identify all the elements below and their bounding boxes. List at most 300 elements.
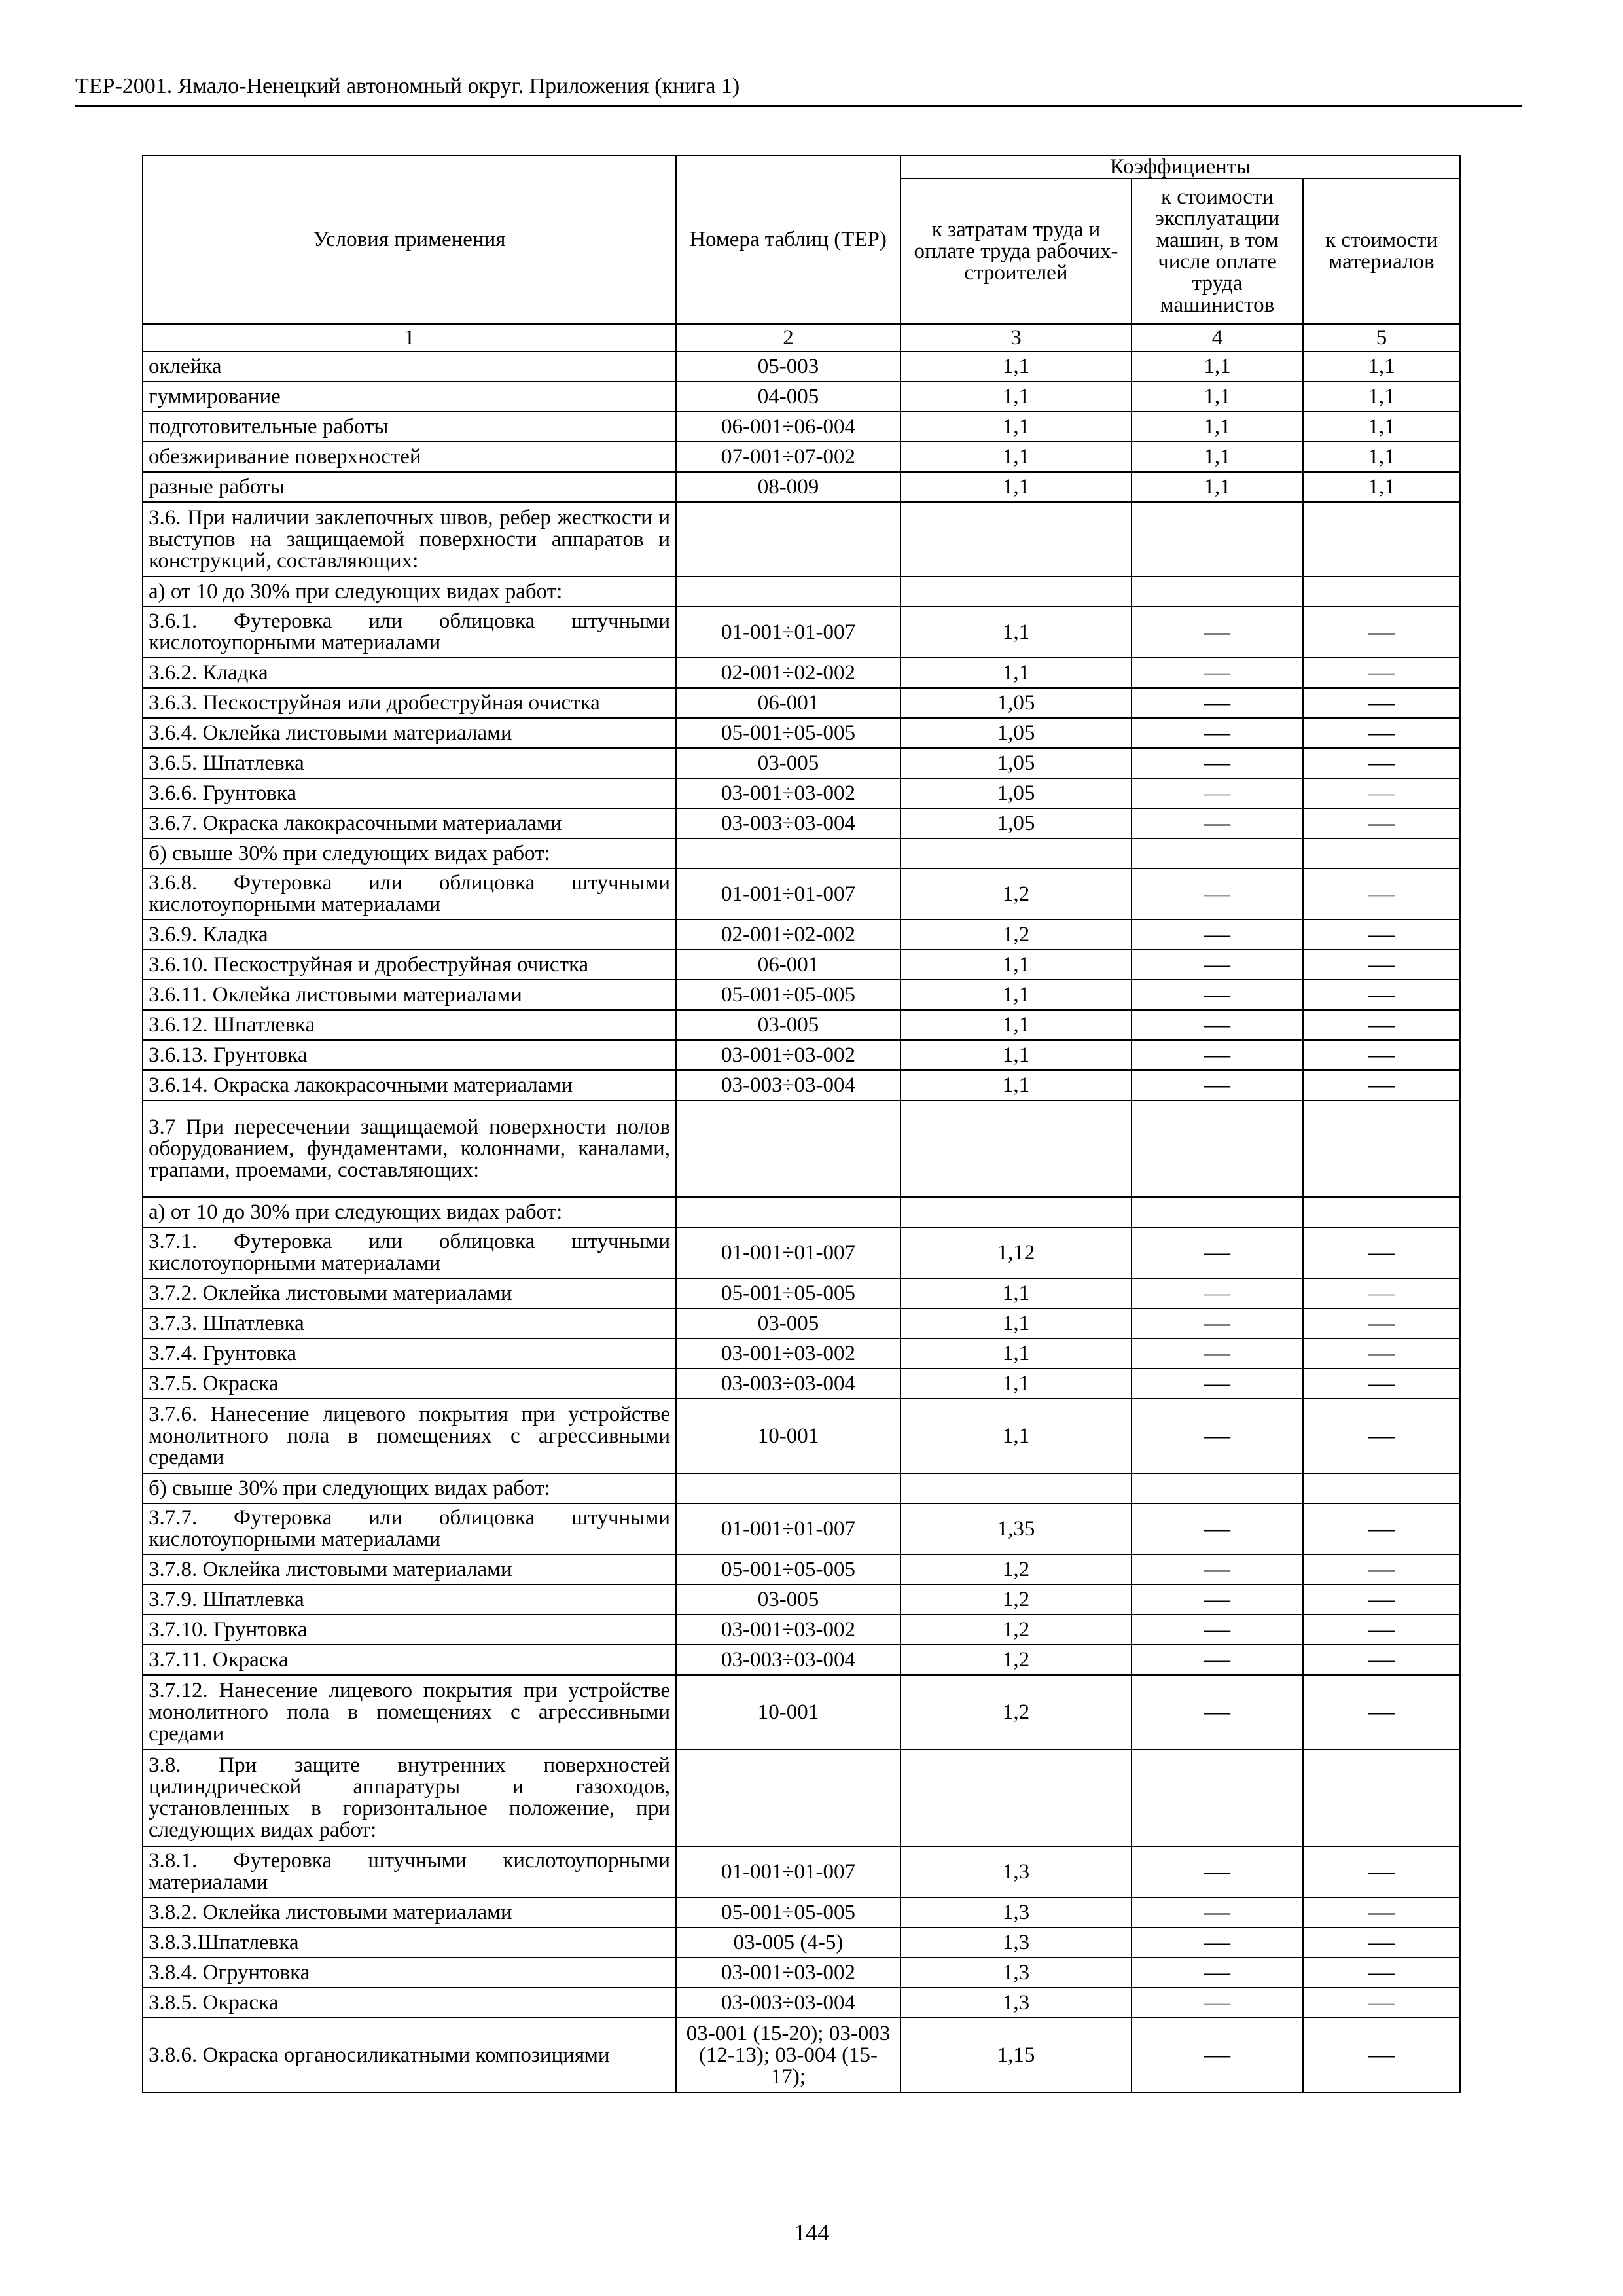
cell-condition: 3.8.2. Оклейка листовыми материалами [143, 1897, 676, 1928]
cell-table-numbers: 03-005 [676, 1585, 901, 1615]
header-materials-coefficient: к стоимости материалов [1303, 179, 1460, 324]
cell-machines [1132, 412, 1303, 442]
cell-value: — [1204, 1009, 1230, 1039]
cell-value: — [1204, 1613, 1230, 1643]
cell-value: — [1204, 878, 1230, 908]
cell-value: — [1204, 1553, 1230, 1583]
table-row [143, 1010, 1460, 1040]
table-row [143, 1928, 1460, 1958]
table-row [143, 502, 1460, 577]
cell-condition: 3.7.3. Шпатлевка [143, 1308, 676, 1338]
cell-condition: 3.7.9. Шпатлевка [143, 1585, 676, 1615]
cell-labor: 1,1 [901, 1369, 1132, 1399]
cell-condition: 3.7 При пересечении защищаемой поверхности полов оборудованием, фундаментами, колоннами, каналами, трапами, проемами, составляющих: [143, 1100, 676, 1197]
cell-table-numbers: 03-005 (4-5) [676, 1928, 901, 1958]
cell-materials [1303, 1197, 1460, 1227]
cell-materials [1303, 472, 1460, 502]
cell-condition: 3.6.12. Шпатлевка [143, 1010, 676, 1040]
cell-value: — [1204, 978, 1230, 1009]
cell-machines [1132, 1958, 1303, 1988]
cell-condition: а) от 10 до 30% при следующих видах работ: [143, 577, 676, 607]
cell-value: — [1204, 777, 1230, 807]
cell-materials [1303, 1040, 1460, 1070]
cell-materials [1303, 442, 1460, 472]
cell-value: — [1368, 807, 1395, 837]
cell-machines [1132, 1554, 1303, 1585]
cell-materials [1303, 920, 1460, 950]
cell-value: — [1368, 878, 1395, 908]
cell-condition: 3.7.4. Грунтовка [143, 1338, 676, 1369]
cell-condition: 3.7.7. Футеровка или облицовка штучными кислотоупорными материалами [143, 1503, 676, 1554]
cell-value: — [1204, 807, 1230, 837]
cell-labor: 1,2 [901, 1554, 1132, 1585]
cell-materials [1303, 1369, 1460, 1399]
cell-table-numbers: 03-001÷03-002 [676, 1958, 901, 1988]
cell-table-numbers [676, 838, 901, 869]
cell-machines [1132, 1369, 1303, 1399]
cell-materials [1303, 1399, 1460, 1473]
cell-value: 1,1 [1204, 444, 1231, 469]
cell-table-numbers: 01-001÷01-007 [676, 607, 901, 658]
cell-table-numbers: 06-001 [676, 950, 901, 980]
cell-condition: обезжиривание поверхностей [143, 442, 676, 472]
cell-condition: 3.8. При защите внутренних поверхностей цилиндрической аппаратуры и газоходов, установленных в горизонтальное положение, при следующих видах работ: [143, 1749, 676, 1846]
cell-value: — [1204, 1643, 1230, 1674]
table-row [143, 748, 1460, 778]
cell-machines [1132, 1675, 1303, 1749]
cell-table-numbers: 07-001÷07-002 [676, 442, 901, 472]
cell-condition: 3.8.6. Окраска органосиликатными композициями [143, 2018, 676, 2092]
cell-condition: 3.7.12. Нанесение лицевого покрытия при устройстве монолитного пола в помещениях с агрессивными средами [143, 1675, 676, 1749]
cell-value: — [1368, 1009, 1395, 1039]
cell-table-numbers: 06-001÷06-004 [676, 412, 901, 442]
cell-labor: 1,3 [901, 1846, 1132, 1897]
cell-condition: 3.7.2. Оклейка листовыми материалами [143, 1278, 676, 1308]
table-row [143, 577, 1460, 607]
table-row [143, 778, 1460, 808]
cell-value: — [1368, 1420, 1395, 1450]
cell-table-numbers: 03-003÷03-004 [676, 1070, 901, 1100]
table-row [143, 412, 1460, 442]
column-number: 2 [676, 324, 901, 351]
table-row [143, 1473, 1460, 1503]
cell-labor [901, 1100, 1132, 1197]
table-row [143, 658, 1460, 688]
cell-labor: 1,2 [901, 1615, 1132, 1645]
cell-materials [1303, 382, 1460, 412]
cell-value: — [1368, 1696, 1395, 1726]
cell-condition: 3.6.7. Окраска лакокрасочными материалами [143, 808, 676, 838]
cell-labor [901, 1473, 1132, 1503]
cell-table-numbers: 01-001÷01-007 [676, 1503, 901, 1554]
cell-labor: 1,05 [901, 778, 1132, 808]
cell-table-numbers: 03-001÷03-002 [676, 1338, 901, 1369]
cell-value: — [1204, 687, 1230, 717]
cell-machines [1132, 778, 1303, 808]
cell-condition: разные работы [143, 472, 676, 502]
cell-labor: 1,3 [901, 1897, 1132, 1928]
cell-table-numbers: 06-001 [676, 688, 901, 718]
cell-labor [901, 502, 1132, 577]
cell-materials [1303, 1749, 1460, 1846]
table-row [143, 1197, 1460, 1227]
cell-machines [1132, 1308, 1303, 1338]
cell-value: — [1368, 1553, 1395, 1583]
cell-materials [1303, 1675, 1460, 1749]
table-row [143, 1645, 1460, 1675]
cell-condition: 3.6. При наличии заклепочных швов, ребер жесткости и выступов на защищаемой поверхности аппаратов и конструкций, составляющих: [143, 502, 676, 577]
cell-materials [1303, 838, 1460, 869]
cell-materials [1303, 412, 1460, 442]
column-number: 3 [901, 324, 1132, 351]
cell-table-numbers: 03-001÷03-002 [676, 778, 901, 808]
column-number: 5 [1303, 324, 1460, 351]
cell-materials [1303, 1554, 1460, 1585]
cell-materials [1303, 1308, 1460, 1338]
cell-table-numbers [676, 1749, 901, 1846]
cell-table-numbers: 05-003 [676, 351, 901, 382]
cell-value: — [1204, 1420, 1230, 1450]
table-row [143, 1308, 1460, 1338]
cell-labor [901, 1197, 1132, 1227]
cell-labor: 1,12 [901, 1227, 1132, 1278]
cell-machines [1132, 502, 1303, 577]
cell-materials [1303, 1645, 1460, 1675]
cell-value: — [1204, 1039, 1230, 1069]
cell-materials [1303, 1846, 1460, 1897]
cell-labor: 1,2 [901, 869, 1132, 920]
cell-value: — [1204, 1236, 1230, 1266]
cell-materials [1303, 1897, 1460, 1928]
cell-value: — [1368, 1513, 1395, 1543]
table-row [143, 1503, 1460, 1554]
cell-labor: 1,2 [901, 1675, 1132, 1749]
cell-materials [1303, 980, 1460, 1010]
cell-condition: 3.6.9. Кладка [143, 920, 676, 950]
table-row [143, 1227, 1460, 1278]
cell-condition: 3.8.3.Шпатлевка [143, 1928, 676, 1958]
cell-machines [1132, 718, 1303, 748]
cell-table-numbers: 05-001÷05-005 [676, 1554, 901, 1585]
cell-machines [1132, 442, 1303, 472]
cell-table-numbers [676, 1100, 901, 1197]
cell-machines [1132, 472, 1303, 502]
cell-value: 1,1 [1204, 414, 1231, 439]
cell-materials [1303, 808, 1460, 838]
table-row [143, 808, 1460, 838]
cell-table-numbers [676, 1473, 901, 1503]
cell-materials [1303, 748, 1460, 778]
table-row [143, 1958, 1460, 1988]
cell-materials [1303, 1010, 1460, 1040]
column-number: 4 [1132, 324, 1303, 351]
cell-labor: 1,1 [901, 980, 1132, 1010]
cell-machines [1132, 1070, 1303, 1100]
cell-materials [1303, 2018, 1460, 2092]
cell-labor: 1,1 [901, 351, 1132, 382]
cell-labor: 1,1 [901, 382, 1132, 412]
header-rule [75, 105, 1522, 107]
cell-condition: 3.7.5. Окраска [143, 1369, 676, 1399]
cell-condition: 3.6.4. Оклейка листовыми материалами [143, 718, 676, 748]
cell-condition: 3.7.10. Грунтовка [143, 1615, 676, 1645]
cell-materials [1303, 950, 1460, 980]
table-row [143, 950, 1460, 980]
cell-labor: 1,05 [901, 718, 1132, 748]
table-row [143, 1554, 1460, 1585]
cell-labor: 1,1 [901, 412, 1132, 442]
cell-machines [1132, 2018, 1303, 2092]
cell-condition: подготовительные работы [143, 412, 676, 442]
cell-value: — [1204, 656, 1230, 687]
cell-value: — [1204, 1583, 1230, 1613]
cell-materials [1303, 1988, 1460, 2018]
cell-value: — [1368, 1039, 1395, 1069]
cell-condition: 3.6.2. Кладка [143, 658, 676, 688]
cell-materials [1303, 577, 1460, 607]
column-number: 1 [143, 324, 676, 351]
cell-labor: 1,05 [901, 748, 1132, 778]
table-row [143, 1675, 1460, 1749]
cell-table-numbers: 05-001÷05-005 [676, 980, 901, 1010]
cell-value: — [1368, 1337, 1395, 1367]
table-row [143, 869, 1460, 920]
table-row [143, 351, 1460, 382]
cell-table-numbers [676, 577, 901, 607]
cell-labor: 1,1 [901, 472, 1132, 502]
cell-materials [1303, 718, 1460, 748]
cell-condition: б) свыше 30% при следующих видах работ: [143, 1473, 676, 1503]
cell-value: — [1368, 978, 1395, 1009]
cell-labor: 1,1 [901, 1040, 1132, 1070]
cell-value: — [1368, 717, 1395, 747]
table-row [143, 920, 1460, 950]
table-row [143, 607, 1460, 658]
cell-value: — [1368, 1643, 1395, 1674]
cell-condition: 3.7.11. Окраска [143, 1645, 676, 1675]
table-row [143, 1749, 1460, 1846]
cell-table-numbers [676, 1197, 901, 1227]
cell-value: — [1368, 1856, 1395, 1886]
cell-machines [1132, 1100, 1303, 1197]
cell-materials [1303, 1615, 1460, 1645]
cell-machines [1132, 808, 1303, 838]
table-row [143, 1897, 1460, 1928]
running-header: ТЕР-2001. Ямало-Ненецкий автономный округ. Приложения (книга 1) [75, 74, 740, 98]
table-row [143, 2018, 1460, 2092]
cell-condition: а) от 10 до 30% при следующих видах работ: [143, 1197, 676, 1227]
cell-value: — [1204, 1513, 1230, 1543]
cell-machines [1132, 1928, 1303, 1958]
cell-value: — [1368, 1277, 1395, 1307]
cell-table-numbers: 05-001÷05-005 [676, 718, 901, 748]
cell-table-numbers: 03-003÷03-004 [676, 1369, 901, 1399]
cell-labor: 1,2 [901, 920, 1132, 950]
cell-table-numbers: 02-001÷02-002 [676, 658, 901, 688]
cell-value: — [1368, 777, 1395, 807]
cell-value: — [1368, 1956, 1395, 1986]
cell-labor: 1,3 [901, 1928, 1132, 1958]
cell-value: — [1204, 918, 1230, 948]
cell-table-numbers: 03-003÷03-004 [676, 1988, 901, 2018]
cell-value: — [1204, 1069, 1230, 1099]
cell-machines [1132, 1503, 1303, 1554]
cell-materials [1303, 688, 1460, 718]
cell-labor: 1,2 [901, 1645, 1132, 1675]
table-row [143, 1040, 1460, 1070]
cell-value: — [1204, 1896, 1230, 1926]
cell-machines [1132, 577, 1303, 607]
cell-condition: 3.6.14. Окраска лакокрасочными материалами [143, 1070, 676, 1100]
cell-value: — [1368, 1613, 1395, 1643]
table-row [143, 1846, 1460, 1897]
cell-labor: 1,1 [901, 1338, 1132, 1369]
cell-value: — [1368, 1367, 1395, 1397]
cell-materials [1303, 1585, 1460, 1615]
cell-machines [1132, 748, 1303, 778]
cell-value: — [1204, 616, 1230, 646]
cell-materials [1303, 658, 1460, 688]
cell-condition: гуммирование [143, 382, 676, 412]
cell-value: — [1368, 1896, 1395, 1926]
cell-value: — [1368, 616, 1395, 646]
cell-materials [1303, 1473, 1460, 1503]
cell-labor: 1,35 [901, 1503, 1132, 1554]
table-row [143, 980, 1460, 1010]
cell-table-numbers [676, 502, 901, 577]
table-row [143, 442, 1460, 472]
header-table-numbers: Номера таблиц (ТЕР) [676, 156, 901, 324]
cell-value: — [1204, 747, 1230, 777]
cell-machines [1132, 1615, 1303, 1645]
cell-materials [1303, 869, 1460, 920]
cell-value: — [1368, 656, 1395, 687]
page-number: 144 [794, 2219, 829, 2246]
cell-machines [1132, 950, 1303, 980]
cell-value: — [1368, 1986, 1395, 2017]
cell-machines [1132, 688, 1303, 718]
cell-value: 1,1 [1368, 475, 1395, 499]
cell-condition: б) свыше 30% при следующих видах работ: [143, 838, 676, 869]
cell-machines [1132, 351, 1303, 382]
cell-labor: 1,1 [901, 1278, 1132, 1308]
cell-materials [1303, 1338, 1460, 1369]
cell-value: — [1204, 1856, 1230, 1886]
cell-value: 1,1 [1204, 354, 1231, 378]
cell-labor: 1,1 [901, 658, 1132, 688]
cell-machines [1132, 658, 1303, 688]
cell-labor [901, 1749, 1132, 1846]
cell-value: — [1368, 747, 1395, 777]
cell-labor: 1,1 [901, 950, 1132, 980]
cell-condition: 3.6.11. Оклейка листовыми материалами [143, 980, 676, 1010]
cell-table-numbers: 03-005 [676, 748, 901, 778]
table-row [143, 1100, 1460, 1197]
cell-condition: 3.6.13. Грунтовка [143, 1040, 676, 1070]
cell-labor: 1,05 [901, 808, 1132, 838]
cell-machines [1132, 1338, 1303, 1369]
cell-labor: 1,1 [901, 607, 1132, 658]
cell-value: — [1368, 687, 1395, 717]
header-labor-coefficient: к затратам труда и оплате труда рабочих-строителей [901, 179, 1132, 324]
table-row [143, 718, 1460, 748]
cell-condition: 3.6.3. Пескоструйная или дробеструйная очистка [143, 688, 676, 718]
cell-machines [1132, 1988, 1303, 2018]
cell-value: 1,1 [1368, 384, 1395, 408]
cell-labor: 1,1 [901, 1070, 1132, 1100]
cell-value: — [1368, 1307, 1395, 1337]
cell-value: — [1204, 1956, 1230, 1986]
header-conditions: Условия применения [143, 156, 676, 324]
cell-table-numbers: 05-001÷05-005 [676, 1897, 901, 1928]
cell-table-numbers: 03-001 (15-20); 03-003 (12-13); 03-004 (15-17); [676, 2018, 901, 2092]
cell-labor: 1,1 [901, 1010, 1132, 1040]
cell-condition: 3.6.8. Футеровка или облицовка штучными кислотоупорными материалами [143, 869, 676, 920]
cell-value: 1,1 [1368, 414, 1395, 439]
cell-table-numbers: 03-001÷03-002 [676, 1615, 901, 1645]
cell-value: — [1204, 2039, 1230, 2069]
cell-machines [1132, 1846, 1303, 1897]
cell-materials [1303, 1928, 1460, 1958]
cell-machines [1132, 382, 1303, 412]
cell-value: 1,1 [1368, 444, 1395, 469]
cell-materials [1303, 351, 1460, 382]
cell-machines [1132, 1645, 1303, 1675]
table-body [143, 351, 1460, 2092]
cell-condition: 3.7.1. Футеровка или облицовка штучными кислотоупорными материалами [143, 1227, 676, 1278]
cell-machines [1132, 869, 1303, 920]
cell-condition: 3.7.8. Оклейка листовыми материалами [143, 1554, 676, 1585]
cell-machines [1132, 1040, 1303, 1070]
cell-machines [1132, 607, 1303, 658]
cell-value: — [1368, 948, 1395, 978]
cell-value: — [1368, 2039, 1395, 2069]
cell-machines [1132, 1399, 1303, 1473]
cell-machines [1132, 1897, 1303, 1928]
table-row [143, 688, 1460, 718]
cell-table-numbers: 01-001÷01-007 [676, 1846, 901, 1897]
cell-machines [1132, 980, 1303, 1010]
cell-labor: 1,2 [901, 1585, 1132, 1615]
cell-machines [1132, 1278, 1303, 1308]
table-row [143, 1585, 1460, 1615]
cell-table-numbers: 01-001÷01-007 [676, 869, 901, 920]
cell-machines [1132, 1197, 1303, 1227]
cell-value: — [1368, 1236, 1395, 1266]
cell-labor: 1,3 [901, 1958, 1132, 1988]
cell-table-numbers: 03-001÷03-002 [676, 1040, 901, 1070]
cell-table-numbers: 10-001 [676, 1675, 901, 1749]
cell-machines [1132, 1585, 1303, 1615]
cell-materials [1303, 1100, 1460, 1197]
cell-condition: 3.8.1. Футеровка штучными кислотоупорными материалами [143, 1846, 676, 1897]
cell-table-numbers: 03-005 [676, 1308, 901, 1338]
table-row [143, 1988, 1460, 2018]
cell-value: — [1204, 1367, 1230, 1397]
cell-materials [1303, 1278, 1460, 1308]
table-row [143, 1070, 1460, 1100]
cell-table-numbers: 08-009 [676, 472, 901, 502]
coefficients-table [142, 155, 1461, 2093]
cell-materials [1303, 607, 1460, 658]
cell-labor: 1,15 [901, 2018, 1132, 2092]
cell-value: 1,1 [1204, 384, 1231, 408]
cell-condition: 3.6.1. Футеровка или облицовка штучными кислотоупорными материалами [143, 607, 676, 658]
cell-machines [1132, 1227, 1303, 1278]
cell-condition: 3.8.4. Огрунтовка [143, 1958, 676, 1988]
cell-table-numbers: 05-001÷05-005 [676, 1278, 901, 1308]
cell-table-numbers: 03-003÷03-004 [676, 1645, 901, 1675]
